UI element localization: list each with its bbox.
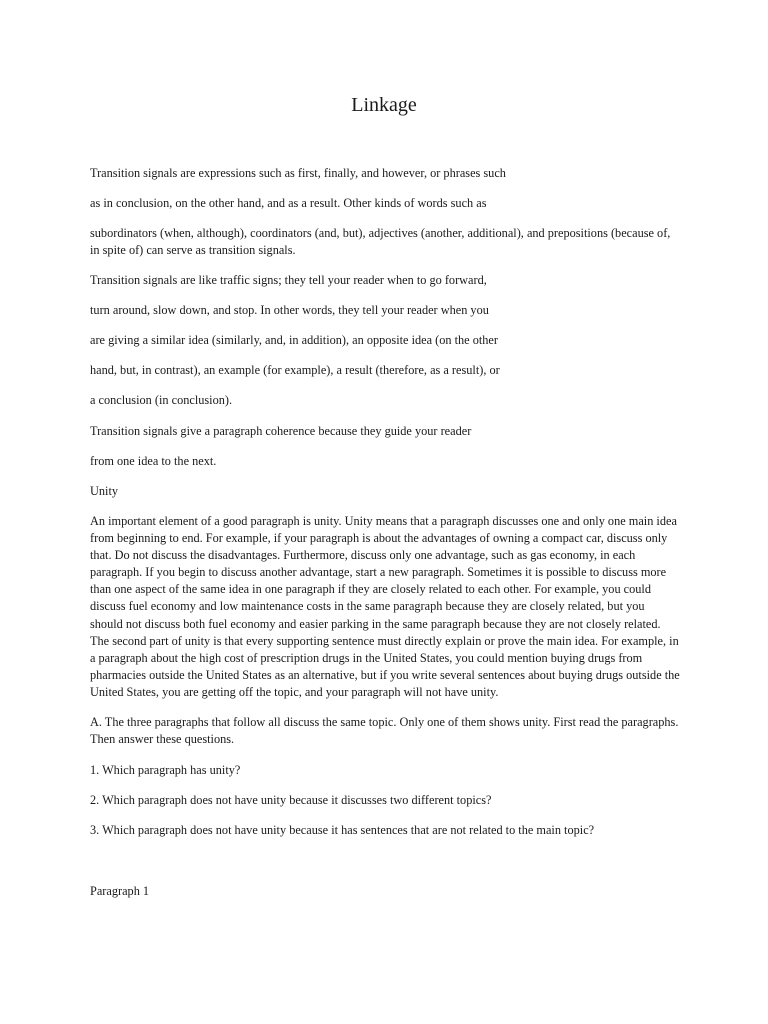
text-line: from one idea to the next. — [90, 454, 217, 468]
text-line: turn around, slow down, and stop. In other words, they tell your reader when you — [90, 303, 489, 317]
paragraph-label: Paragraph 1 — [90, 884, 150, 898]
text-line: subordinators (when, although), coordinators (and, but), adjectives (another, additional), and prepositions (because of, in spite of) can serve as transition signals. — [90, 226, 671, 258]
text-line: Transition signals are expressions such as first, finally, and however, or phrases such — [90, 166, 506, 180]
question-1: 1. Which paragraph has unity? — [90, 763, 241, 777]
section-heading-unity: Unity — [90, 484, 119, 498]
text-line: hand, but, in contrast), an example (for example), a result (therefore, as a result), or — [90, 363, 500, 377]
text-line: Transition signals are like traffic signs; they tell your reader when to go forward, — [90, 273, 487, 287]
text-line: a conclusion (in conclusion). — [90, 393, 233, 407]
text-line: Transition signals give a paragraph coherence because they guide your reader — [90, 424, 472, 438]
question-2: 2. Which paragraph does not have unity because it discusses two different topics? — [90, 793, 492, 807]
unity-paragraph: An important element of a good paragraph is unity. Unity means that a paragraph discusses one and only one main idea from beginning to end. For example, if your paragraph is about the advantages of owning a compact car, discuss only that. Do not discuss the disadvantages. Furthermore, discuss only one advantage, such as gas economy, in each paragraph. If you begin to discuss another advantage, start a new paragraph. Sometimes it is possible to discuss more than one aspect of the same idea in one paragraph if they are closely related to each other. For example, you could discuss fuel economy and low maintenance costs in the same paragraph because they are closely related, but you should not discuss both fuel economy and easier parking in the same paragraph because they are not closely related. The second part of unity is that every supporting sentence must directly explain or prove the main idea. For example, in a paragraph about the high cost of prescription drugs in the United States, you could mention buying drugs from pharmacies outside the United States as an alternative, but if you write several sentences about buying drugs outside the United States, you are getting off the topic, and your paragraph will not have unity. — [90, 514, 680, 699]
question-3: 3. Which paragraph does not have unity because it has sentences that are not related to the main topic? — [90, 823, 595, 837]
page-title: Linkage — [351, 94, 417, 116]
exercise-intro: A. The three paragraphs that follow all discuss the same topic. Only one of them shows unity. First read the paragraphs. Then answer these questions. — [90, 715, 679, 747]
text-line: as in conclusion, on the other hand, and as a result. Other kinds of words such as — [90, 196, 487, 210]
text-line: are giving a similar idea (similarly, and, in addition), an opposite idea (on the other — [90, 333, 498, 347]
